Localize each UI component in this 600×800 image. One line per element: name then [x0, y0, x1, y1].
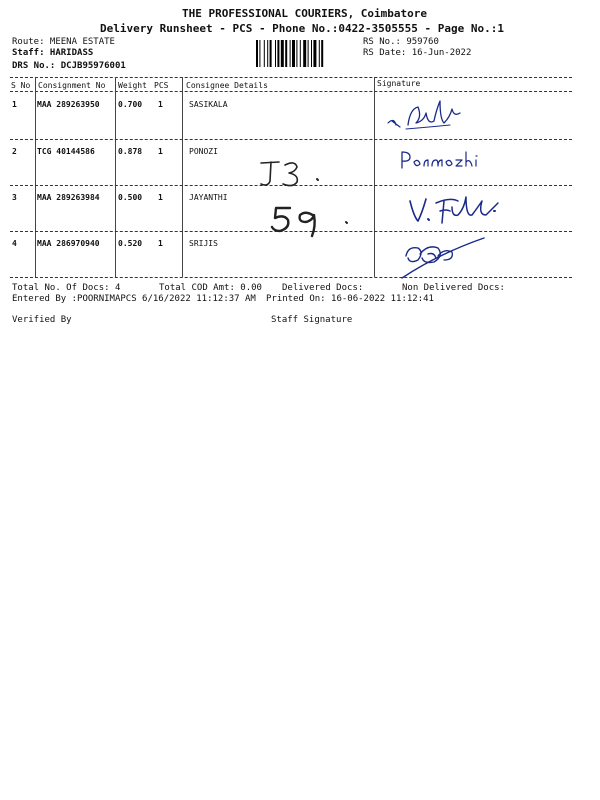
rs-number: RS No.: 959760 [363, 37, 439, 47]
rs-date: RS Date: 16-Jun-2022 [363, 48, 472, 58]
header-consignee: Consignee Details [186, 81, 268, 90]
row-weight: 0.520 [118, 239, 143, 248]
row-pcs: 1 [158, 193, 163, 202]
row-sno: 3 [12, 193, 17, 202]
header-sno: S No [11, 81, 31, 90]
non-delivered-docs: Non Delivered Docs: [402, 283, 505, 293]
column-divider [374, 77, 375, 277]
entered-by: Entered By :POORNIMAPCS 6/16/2022 11:12:37 AM [12, 294, 256, 304]
handwritten-mark-row3 [268, 200, 358, 240]
row-pcs: 1 [158, 147, 163, 156]
handwritten-mark-row2 [255, 155, 365, 191]
row-divider [10, 139, 572, 140]
header-consignment: Consignment No [38, 81, 106, 90]
row-weight: 0.500 [118, 193, 143, 202]
delivered-docs: Delivered Docs: [282, 283, 364, 293]
row-weight: 0.878 [118, 147, 143, 156]
signature-row3 [406, 193, 506, 229]
row-consignment-no: MAA 289263984 [37, 193, 100, 202]
column-divider [115, 77, 116, 277]
runsheet-title: Delivery Runsheet - PCS - Phone No.:0422-3505555 - Page No.:1 [100, 22, 504, 35]
row-consignment-no: MAA 286970940 [37, 239, 100, 248]
row-pcs: 1 [158, 100, 163, 109]
column-divider [182, 77, 183, 277]
printed-on: Printed On: 16-06-2022 11:12:41 [266, 294, 434, 304]
staff-label: Staff: HARIDASS [12, 48, 94, 58]
row-weight: 0.700 [118, 100, 143, 109]
table-header-rule [10, 91, 572, 92]
row-sno: 4 [12, 239, 17, 248]
total-docs: Total No. Of Docs: 4 [12, 283, 121, 293]
header-signature: Signature [377, 79, 421, 88]
column-divider [35, 77, 36, 277]
row-consignee: SRIJIS [189, 239, 218, 248]
staff-signature-label: Staff Signature [271, 315, 353, 325]
signature-row4 [398, 234, 490, 282]
signature-row1 [380, 95, 465, 137]
company-title: THE PROFESSIONAL COURIERS, Coimbatore [182, 7, 428, 20]
route-label: Route: MEENA ESTATE [12, 37, 115, 47]
signature-row2 [396, 148, 506, 174]
row-pcs: 1 [158, 239, 163, 248]
row-sno: 1 [12, 100, 17, 109]
row-consignee: PONOZI [189, 147, 218, 156]
barcode [256, 40, 356, 67]
verified-by-label: Verified By [12, 315, 72, 325]
drs-number: DRS No.: DCJB95976001 [12, 61, 126, 71]
row-consignee: SASIKALA [189, 100, 228, 109]
row-sno: 2 [12, 147, 17, 156]
row-consignment-no: MAA 289263950 [37, 100, 100, 109]
table-top-rule [10, 77, 572, 78]
row-consignee: JAYANTHI [189, 193, 228, 202]
total-cod-amount: Total COD Amt: 0.00 [159, 283, 262, 293]
header-weight: Weight [118, 81, 147, 90]
row-consignment-no: TCG 40144586 [37, 147, 95, 156]
header-pcs: PCS [154, 81, 169, 90]
